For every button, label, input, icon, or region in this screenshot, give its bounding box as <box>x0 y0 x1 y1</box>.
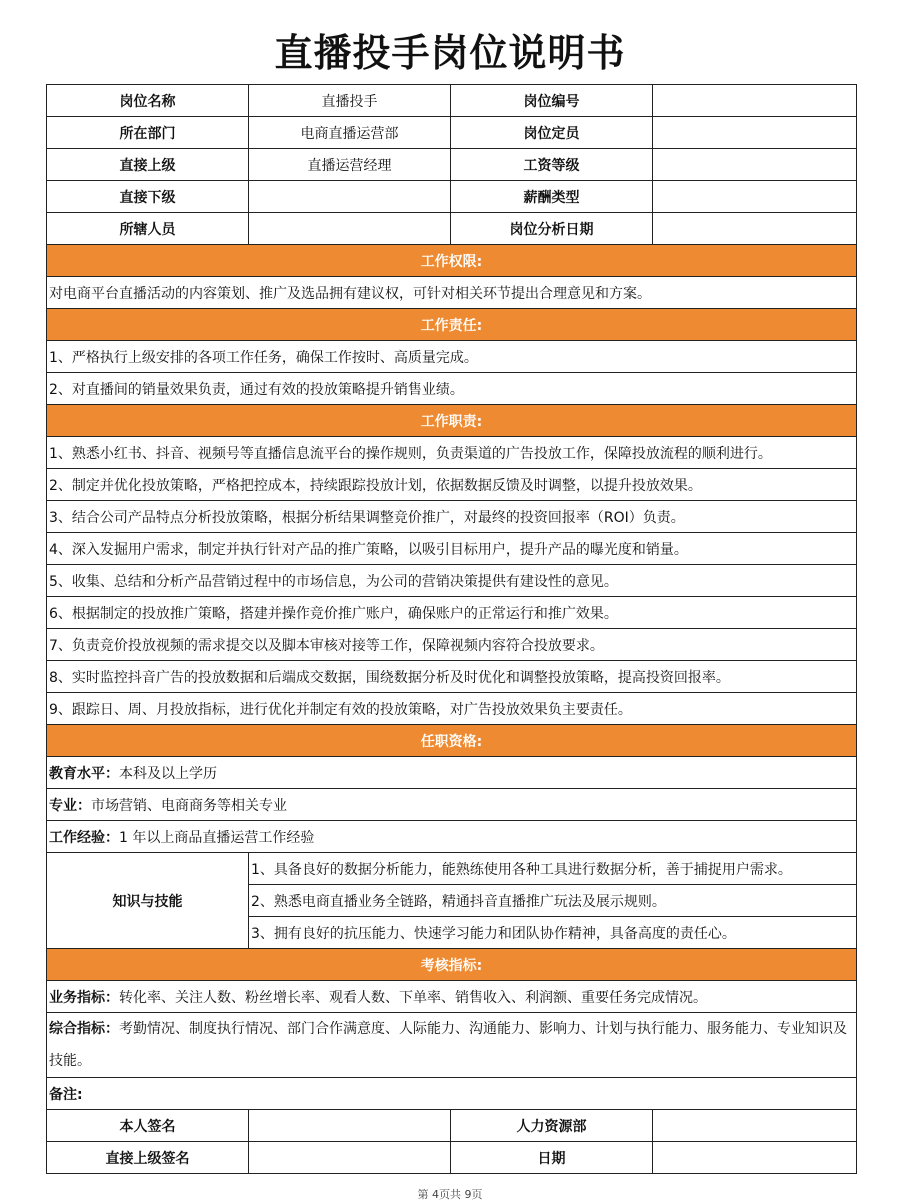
signature-row <box>47 1110 857 1142</box>
education-row <box>47 757 857 789</box>
headcount-label: 岗位定员 <box>451 117 653 149</box>
hr-label: 人力资源部 <box>451 1110 653 1142</box>
authority-text: 对电商平台直播活动的内容策划、推广及选品拥有建议权，可针对相关环节提出合理意见和方案。 <box>47 277 857 309</box>
department-value: 电商直播运营部 <box>249 117 451 149</box>
position-name-value: 直播投手 <box>249 85 451 117</box>
info-row <box>47 181 857 213</box>
staff-label: 所辖人员 <box>47 213 249 245</box>
experience-value: 1 年以上商品直播运营工作经验 <box>119 829 315 846</box>
major-label: 专业： <box>49 797 91 814</box>
self-signature-field[interactable] <box>249 1110 451 1142</box>
info-row <box>47 85 857 117</box>
pay-type-label: 薪酬类型 <box>451 181 653 213</box>
duty-item: 3、结合公司产品特点分析投放策略，根据分析结果调整竞价推广，对最终的投资回报率（ROI）负责。 <box>47 501 857 533</box>
position-name-label: 岗位名称 <box>47 85 249 117</box>
remark-label: 备注: <box>47 1078 857 1110</box>
business-metrics-value: 转化率、关注人数、粉丝增长率、观看人数、下单率、销售收入、利润额、重要任务完成情况。 <box>119 989 707 1006</box>
department-label: 所在部门 <box>47 117 249 149</box>
duty-item: 6、根据制定的投放推广策略，搭建并操作竞价推广账户，确保账户的正常运行和推广效果。 <box>47 597 857 629</box>
experience-row <box>47 821 857 853</box>
duty-item: 7、负责竞价投放视频的需求提交以及脚本审核对接等工作，保障视频内容符合投放要求。 <box>47 629 857 661</box>
duty-item: 1、熟悉小红书、抖音、视频号等直播信息流平台的操作规则，负责渠道的广告投放工作，保障投放流程的顺利进行。 <box>47 437 857 469</box>
salary-grade-label: 工资等级 <box>451 149 653 181</box>
supervisor-signature-field[interactable] <box>249 1142 451 1174</box>
duty-item: 5、收集、总结和分析产品营销过程中的市场信息，为公司的营销决策提供有建设性的意见。 <box>47 565 857 597</box>
page-number: 第 4页共 9页 <box>417 1188 483 1201</box>
duty-item: 9、跟踪日、周、月投放指标，进行优化并制定有效的投放策略，对广告投放效果负主要责任。 <box>47 693 857 725</box>
hr-field[interactable] <box>653 1110 857 1142</box>
qualification-header: 任职资格: <box>47 725 857 757</box>
authority-header: 工作权限: <box>47 245 857 277</box>
analysis-date-value <box>653 213 857 245</box>
duty-item: 2、制定并优化投放策略，严格把控成本，持续跟踪投放计划，依据数据反馈及时调整，以提升投放效果。 <box>47 469 857 501</box>
skill-item: 2、熟悉电商直播业务全链路，精通抖音直播推广玩法及展示规则。 <box>249 885 857 917</box>
duties-header: 工作职责: <box>47 405 857 437</box>
date-label: 日期 <box>451 1142 653 1174</box>
position-code-value <box>653 85 857 117</box>
major-value: 市场营销、电商商务等相关专业 <box>91 797 287 814</box>
responsibility-item: 1、严格执行上级安排的各项工作任务，确保工作按时、高质量完成。 <box>47 341 857 373</box>
duty-item: 8、实时监控抖音广告的投放数据和后端成交数据，围绕数据分析及时优化和调整投放策略，提高投资回报率。 <box>47 661 857 693</box>
duty-item: 4、深入发掘用户需求，制定并执行针对产品的推广策略，以吸引目标用户，提升产品的曝光度和销量。 <box>47 533 857 565</box>
responsibility-item: 2、对直播间的销量效果负责，通过有效的投放策略提升销售业绩。 <box>47 373 857 405</box>
date-field[interactable] <box>653 1142 857 1174</box>
skill-item: 3、拥有良好的抗压能力、快速学习能力和团队协作精神，具备高度的责任心。 <box>249 917 857 949</box>
salary-grade-value <box>653 149 857 181</box>
headcount-value <box>653 117 857 149</box>
skills-label: 知识与技能 <box>47 853 249 949</box>
self-signature-label: 本人签名 <box>47 1110 249 1142</box>
overall-metrics-row <box>47 1013 857 1078</box>
skill-item: 1、具备良好的数据分析能力，能熟练使用各种工具进行数据分析，善于捕捉用户需求。 <box>249 853 857 885</box>
overall-metrics-label: 综合指标： <box>49 1021 119 1037</box>
supervisor-signature-label: 直接上级签名 <box>47 1142 249 1174</box>
analysis-date-label: 岗位分析日期 <box>451 213 653 245</box>
pay-type-value <box>653 181 857 213</box>
info-row <box>47 117 857 149</box>
supervisor-value: 直播运营经理 <box>249 149 451 181</box>
responsibility-header: 工作责任: <box>47 309 857 341</box>
overall-metrics-value: 考勤情况、制度执行情况、部门合作满意度、人际能力、沟通能力、影响力、计划与执行能力、服务能力、专业知识及技能。 <box>49 1021 847 1069</box>
education-value: 本科及以上学历 <box>119 765 217 782</box>
page-title: 直播投手岗位说明书 <box>274 31 626 75</box>
major-row <box>47 789 857 821</box>
info-row <box>47 213 857 245</box>
business-metrics-label: 业务指标： <box>49 989 119 1006</box>
education-label: 教育水平： <box>49 765 119 782</box>
experience-label: 工作经验： <box>49 829 119 846</box>
business-metrics-row <box>47 981 857 1013</box>
signature-row <box>47 1142 857 1174</box>
assessment-header: 考核指标: <box>47 949 857 981</box>
supervisor-label: 直接上级 <box>47 149 249 181</box>
info-row <box>47 149 857 181</box>
subordinate-label: 直接下级 <box>47 181 249 213</box>
position-code-label: 岗位编号 <box>451 85 653 117</box>
staff-value <box>249 213 451 245</box>
job-description-table <box>46 84 857 1174</box>
subordinate-value <box>249 181 451 213</box>
